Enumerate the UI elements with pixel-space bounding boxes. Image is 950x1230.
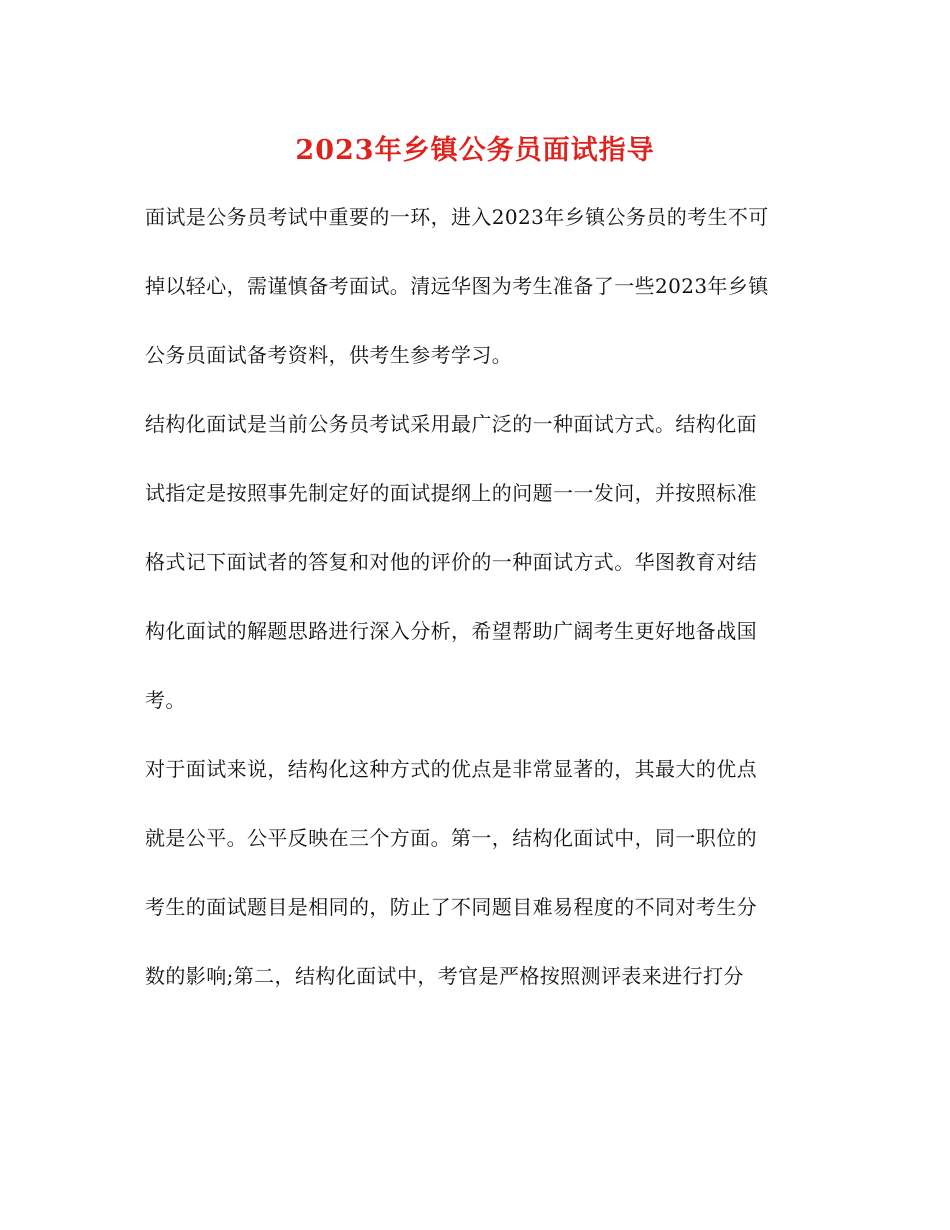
text-line: 试指定是按照事先制定好的面试提纲上的问题一一发问，并按照标准 — [145, 481, 757, 505]
document-title: 2023年乡镇公务员面试指导 — [295, 135, 655, 166]
text-line: 公务员面试备考资料，供考生参考学习。 — [145, 343, 513, 367]
text-line: 掉以轻心，需谨慎备考面试。清远华图为考生准备了一些2023年乡镇 — [145, 274, 769, 298]
document-body — [145, 183, 810, 1011]
text-line: 数的影响;第二，结构化面试中，考官是严格按照测评表来进行打分 — [145, 964, 744, 988]
text-line: 构化面试的解题思路进行深入分析，希望帮助广阔考生更好地备战国 — [145, 619, 757, 643]
text-line: 格式记下面试者的答复和对他的评价的一种面试方式。华图教育对结 — [145, 550, 757, 574]
text-line: 考生的面试题目是相同的，防止了不同题目难易程度的不同对考生分 — [145, 895, 757, 919]
text-line: 结构化面试是当前公务员考试采用最广泛的一种面试方式。结构化面 — [145, 412, 757, 436]
text-line: 就是公平。公平反映在三个方面。第一，结构化面试中，同一职位的 — [145, 826, 757, 850]
text-line: 对于面试来说，结构化这种方式的优点是非常显著的，其最大的优点 — [145, 757, 757, 781]
text-line: 考。 — [145, 688, 186, 712]
text-line: 面试是公务员考试中重要的一环，进入2023年乡镇公务员的考生不可 — [145, 205, 769, 229]
